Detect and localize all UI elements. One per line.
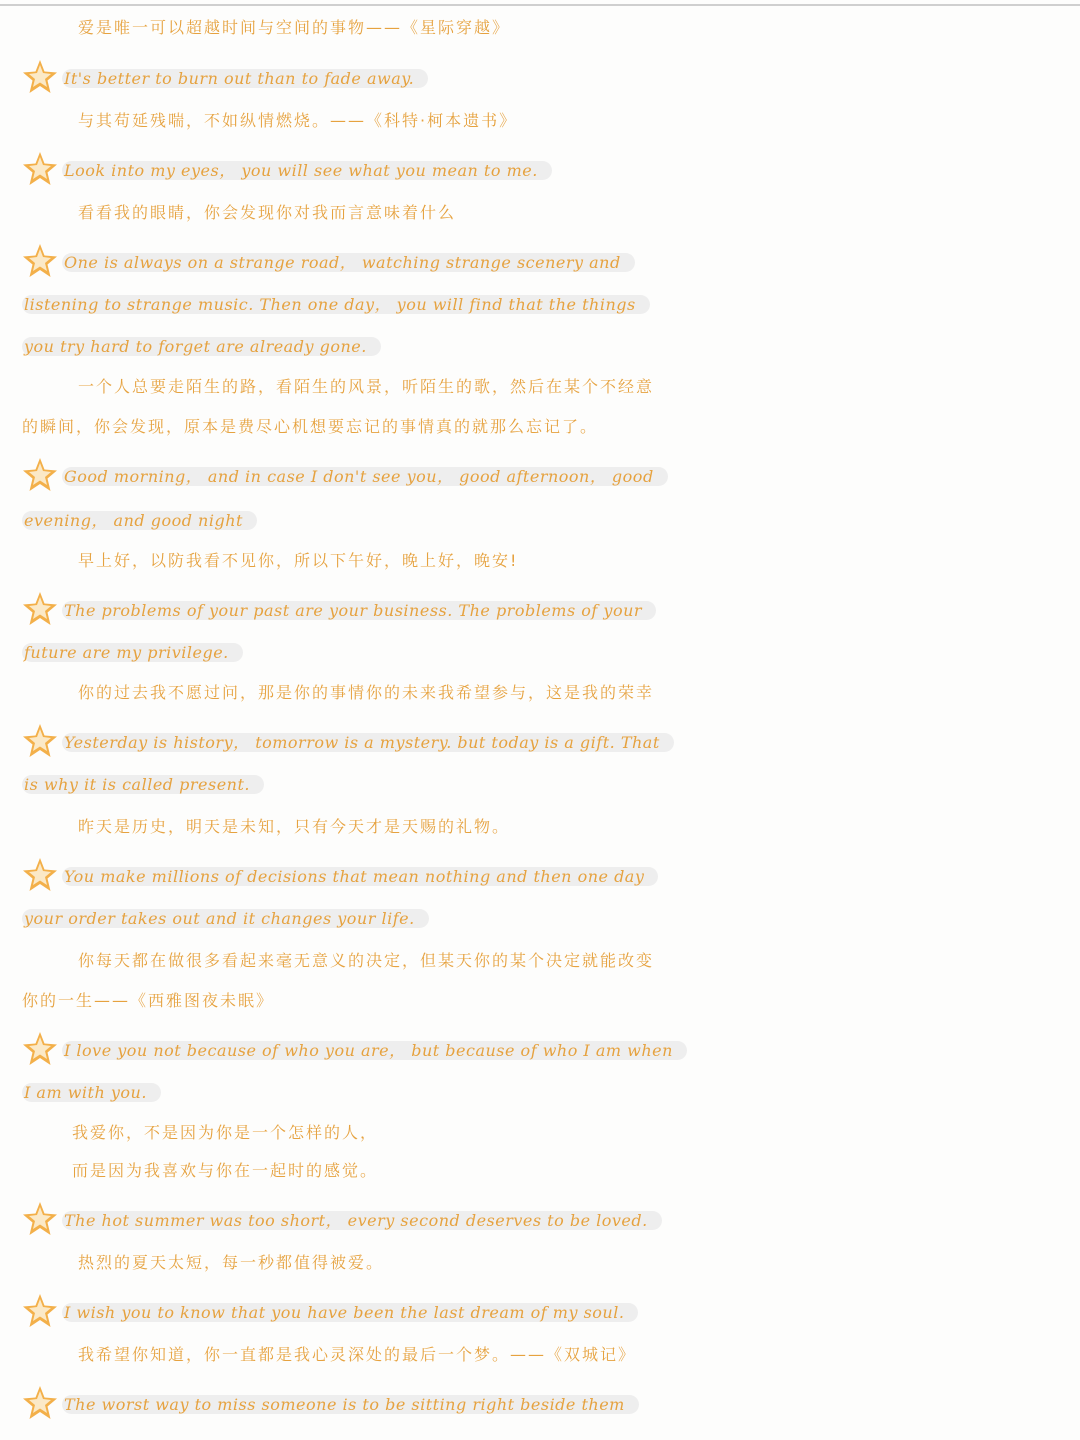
quote-en-line — [0, 764, 1080, 806]
quote-en-line — [0, 1072, 1080, 1114]
quote-en-line — [0, 284, 1080, 326]
star-bullet-icon — [20, 241, 60, 281]
quote-en-text: The worst way to miss someone is to be sitting right beside them — [62, 1395, 639, 1414]
quote-en-text: The problems of your past are your business. The problems of your — [62, 601, 656, 620]
quote-zh-line: 你每天都在做很多看起来毫无意义的决定，但某天你的某个决定就能改变 — [78, 951, 655, 970]
star-bullet-icon — [20, 855, 60, 895]
quote-zh-line: 昨天是历史，明天是未知，只有今天才是天赐的礼物。 — [78, 817, 511, 836]
quote-en-text: your order takes out and it changes your life. — [22, 909, 429, 928]
quote-en-text: evening， and good night — [22, 511, 257, 530]
star-bullet-icon — [20, 455, 60, 495]
quote-en-text: The hot summer was too short， every second deserves to be loved. — [62, 1211, 662, 1230]
quote-en-line — [0, 326, 1080, 368]
quote-zh-line: 热烈的夏天太短，每一秒都值得被爱。 — [78, 1253, 385, 1272]
quote-en-line — [0, 898, 1080, 940]
quote-en-text: You make millions of decisions that mean nothing and then one day — [62, 867, 658, 886]
star-bullet-icon — [20, 1199, 60, 1239]
quote-en-line — [0, 1200, 1080, 1242]
star-bullet-icon — [20, 589, 60, 629]
quote-zh-line: 我爱你，不是因为你是一个怎样的人， — [72, 1123, 379, 1142]
quote-en-text: Yesterday is history， tomorrow is a mystery. but today is a gift. That — [62, 733, 674, 752]
quote-en-text: Good morning， and in case I don't see you， good afternoon， good — [62, 467, 668, 486]
quote-en-line — [0, 1030, 1080, 1072]
top-divider — [0, 4, 1080, 6]
quote-en-line — [0, 456, 1080, 498]
quote-zh-line: 看看我的眼睛，你会发现你对我而言意味着什么 — [78, 203, 457, 222]
quote-zh-line: 你的过去我不愿过问，那是你的事情你的未来我希望参与，这是我的荣幸 — [78, 683, 655, 702]
quote-en-line — [0, 500, 1080, 542]
quote-en-line — [0, 242, 1080, 284]
quote-en-line — [0, 58, 1080, 100]
star-bullet-icon — [20, 1291, 60, 1331]
quote-zh-line: 而是因为我喜欢与你在一起时的感觉。 — [72, 1161, 379, 1180]
quote-en-text: Look into my eyes， you will see what you mean to me. — [62, 161, 552, 180]
quote-en-line — [0, 150, 1080, 192]
quote-en-text: listening to strange music. Then one day， you will find that the things — [22, 295, 650, 314]
quote-en-text: future are my privilege. — [22, 643, 243, 662]
quote-zh-line: 与其苟延残喘，不如纵情燃烧。——《科特·柯本遗书》 — [78, 111, 518, 130]
star-bullet-icon — [20, 149, 60, 189]
quote-en-line — [0, 590, 1080, 632]
quote-en-text: is why it is called present. — [22, 775, 264, 794]
star-bullet-icon — [20, 721, 60, 761]
quote-en-text: It's better to burn out than to fade away. — [62, 69, 428, 88]
quote-zh-line: 早上好，以防我看不见你，所以下午好，晚上好，晚安! — [78, 551, 519, 570]
quote-zh-line: 你的一生——《西雅图夜未眠》 — [22, 991, 275, 1010]
quote-en-line — [0, 1384, 1080, 1426]
star-bullet-icon — [20, 57, 60, 97]
quote-en-text: you try hard to forget are already gone. — [22, 337, 381, 356]
quote-en-text: I love you not because of who you are， but because of who I am when — [62, 1041, 687, 1060]
quote-zh-line: 的瞬间，你会发现，原本是费尽心机想要忘记的事情真的就那么忘记了。 — [22, 417, 599, 436]
quote-en-line — [0, 632, 1080, 674]
quote-zh-line: 一个人总要走陌生的路，看陌生的风景，听陌生的歌，然后在某个不经意 — [78, 377, 655, 396]
quote-en-text: I wish you to know that you have been the last dream of my soul. — [62, 1303, 638, 1322]
quote-en-line — [0, 722, 1080, 764]
quote-en-text: One is always on a strange road， watching strange scenery and — [62, 253, 635, 272]
quote-en-line — [0, 856, 1080, 898]
quote-zh-line: 我希望你知道，你一直都是我心灵深处的最后一个梦。——《双城记》 — [78, 1345, 637, 1364]
quote-zh-line: 爱是唯一可以超越时间与空间的事物——《星际穿越》 — [78, 18, 511, 37]
star-bullet-icon — [20, 1029, 60, 1069]
quote-en-line — [0, 1292, 1080, 1334]
quote-en-text: I am with you. — [22, 1083, 161, 1102]
star-bullet-icon — [20, 1383, 60, 1423]
